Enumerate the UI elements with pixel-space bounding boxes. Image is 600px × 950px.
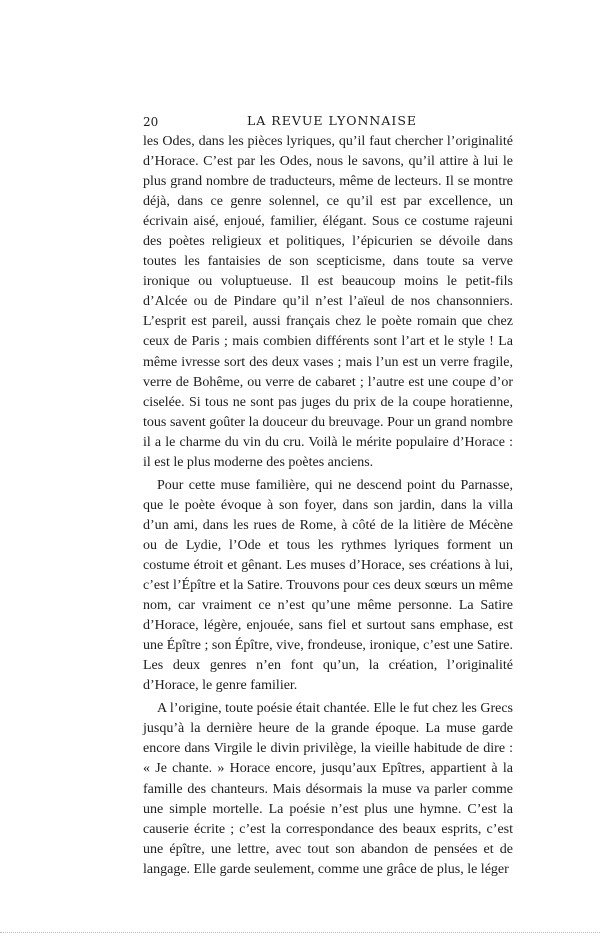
page-bottom-edge — [0, 932, 600, 933]
running-title: LA REVUE LYONNAISE — [246, 113, 418, 128]
page-header — [143, 113, 513, 133]
paragraph-2: Pour cette muse familière, qui ne descend point du Parnasse, que le poète évoque à son foyer, dans son jardin, dans la villa d’un ami, dans les rues de Rome, à côté de la litière de Mécène ou de Lydie, l’Ode et tous les rythmes lyriques forment un costume étroit et gênant. Les muses d’Horace, ses créations à lui, c’est l’Épître et la Satire. Trouvons pour ces deux sœurs un même nom, car vraiment ce n’est qu’une même personne. La Satire d’Horace, légère, enjouée, sans fiel et surtout sans emphase, est une Épître ; son Épître, vive, frondeuse, ironique, c’est une Satire. Les deux genres n’en font qu’un, la création, l’originalité d’Horace, le genre familier. — [143, 477, 513, 694]
paragraph-3: A l’origine, toute poésie était chantée. Elle le fut chez les Grecs jusqu’à la dernière heure de la grande époque. La muse garde encore dans Virgile le divin privilège, la vieille habitude de dire : « Je chante. » Horace encore, jusqu’aux Epîtres, appartient à la famille des chanteurs. Mais désormais la muse va parler comme une simple mortelle. La poésie n’est plus une hymne. C’est la causerie écrite ; c’est la correspondance des beaux esprits, c’est une épître, une lettre, avec tout son abandon de pensées et de langage. Elle garde seulement, comme une grâce de plus, le léger — [143, 701, 513, 877]
paragraph-1: les Odes, dans les pièces lyriques, qu’il faut chercher l’originalité d’Horace. C’est par les Odes, nous le savons, qu’il attire à lui le plus grand nombre de traducteurs, même de lecteurs. Il se montre déjà, dans ce genre solennel, ce qu’il est par excellence, un écrivain aisé, enjoué, familier, élégant. Sous ce costume rajeuni des poètes religieux et politiques, l’épicurien se dévoile dans toutes les fantaisies de son scepticisme, dans toute sa verve ironique ou voluptueuse. Il est beaucoup moins le petit-fils d’Alcée ou de Pindare qu’il n’est l’aïeul de nos chansonniers. L’esprit est pareil, aussi français chez le poète romain que chez ceux de Paris ; mais combien différents sont l’art et le style ! La même ivresse sort des deux vases ; mais l’un est un verre fragile, verre de Bohême, ou verre de cabaret ; l’autre est une coupe d’or ciselée. Si tous ne sont pas juges du prix de la coupe horatienne, tous savent goûter la douceur du breuvage. Pour un grand nombre il a le charme du vin du cru. Voilà le mérite populaire d’Horace : il est le plus moderne des poètes anciens. — [143, 134, 513, 470]
body-text — [143, 132, 513, 880]
page-number: 20 — [143, 115, 159, 129]
